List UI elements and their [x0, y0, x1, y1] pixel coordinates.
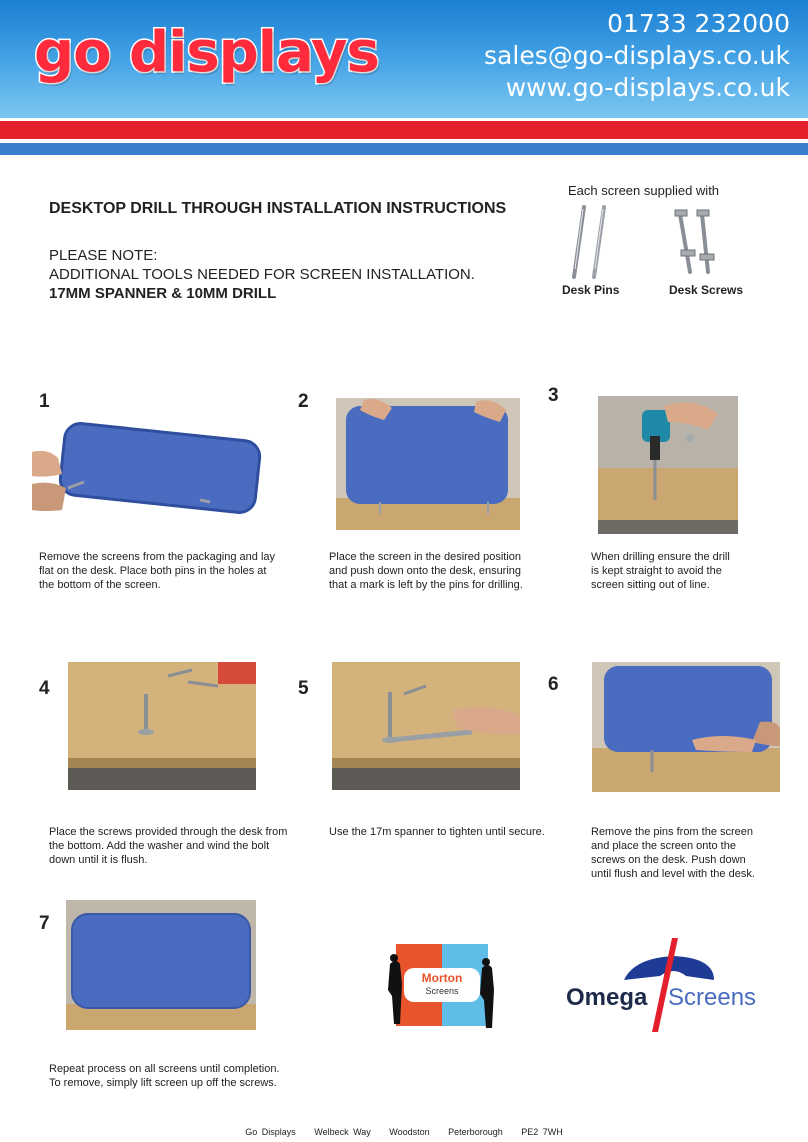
caption-line: and place the screen onto the	[591, 840, 736, 852]
caption-line: the bottom. Add the washer and wind the bolt	[49, 840, 270, 852]
footer-town: Peterborough	[448, 1127, 503, 1137]
footer-area: Woodston	[389, 1127, 430, 1137]
step-3-number: 3	[548, 385, 559, 406]
omega-text: Omega	[566, 984, 648, 1011]
desk-pins-label: Desk Pins	[562, 283, 620, 297]
step-2-caption	[329, 550, 523, 592]
tools-note	[49, 246, 475, 303]
step-4-photo	[68, 662, 256, 790]
caption-line: Remove the pins from the screen	[591, 826, 754, 838]
step-4-caption	[49, 825, 287, 867]
caption-line: To remove, simply lift screen up off the screws.	[49, 1077, 277, 1089]
step-3-caption	[591, 550, 730, 592]
step-3-photo	[598, 396, 738, 534]
step-1-number: 1	[39, 391, 50, 412]
caption-line: and push down onto the desk, ensuring	[329, 565, 522, 577]
caption-line: Repeat process on all screens until completion.	[49, 1063, 280, 1075]
header-stripe-blue	[0, 143, 808, 155]
desk-screws-image	[668, 206, 728, 278]
caption-line: down until it is flush.	[49, 854, 148, 866]
page-title: DESKTOP DRILL THROUGH INSTALLATION INSTRUCTIONS	[49, 200, 507, 217]
desk-screws-label: Desk Screws	[669, 283, 744, 297]
step-6-number: 6	[548, 674, 559, 695]
caption-line: screen sitting out of line.	[591, 579, 710, 591]
step-6-caption	[591, 825, 755, 881]
step-7-number: 7	[39, 913, 50, 934]
morton-text: Morton	[421, 971, 463, 985]
step-4-number: 4	[39, 678, 50, 699]
note-heading: PLEASE NOTE:	[49, 247, 158, 264]
caption-line: that a mark is left by the pins for drilling.	[329, 579, 523, 591]
footer-address	[0, 1127, 808, 1137]
caption-line: is kept straight to avoid the	[591, 565, 722, 577]
website-url[interactable]: www.go-displays.co.uk	[505, 73, 790, 102]
step-1-caption	[39, 550, 275, 592]
step-7-caption	[49, 1062, 280, 1090]
note-text: ADDITIONAL TOOLS NEEDED FOR SCREEN INSTALLATION.	[49, 266, 475, 283]
footer-company: Go Displays	[245, 1127, 296, 1137]
caption-line: Remove the screens from the packaging and lay	[39, 551, 276, 563]
caption-line: Place the screen in the desired position	[329, 551, 522, 563]
omega-screens-text: Screens	[668, 984, 757, 1011]
caption-line: the bottom of the screen.	[39, 579, 161, 591]
footer-street: Welbeck Way	[314, 1127, 371, 1137]
desk-pins-image	[566, 203, 616, 283]
caption-line: until flush and level with the desk.	[591, 868, 755, 880]
step-2-number: 2	[298, 391, 309, 412]
omega-screens-logo	[564, 936, 760, 1036]
step-2-photo	[336, 398, 520, 530]
header-stripe-red	[0, 121, 808, 139]
step-1-photo	[32, 418, 276, 518]
header-banner	[0, 0, 808, 118]
supplied-title: Each screen supplied with	[568, 183, 720, 198]
go-displays-logo: go displays	[34, 20, 379, 85]
step-6-photo	[592, 662, 780, 792]
phone-number: 01733 232000	[607, 9, 790, 38]
step-5-number: 5	[298, 678, 309, 699]
footer-postcode: PE2 7WH	[521, 1127, 563, 1137]
caption-line: Place the screws provided through the desk from	[49, 826, 288, 838]
step-7-photo	[66, 900, 256, 1030]
contact-block	[484, 8, 790, 104]
note-tools: 17MM SPANNER & 10MM DRILL	[49, 285, 277, 302]
caption-line: When drilling ensure the drill	[591, 551, 730, 563]
step-5-caption	[329, 825, 545, 839]
caption-line: screws on the desk. Push down	[591, 854, 746, 866]
caption-line: flat on the desk. Place both pins in the holes at	[39, 565, 267, 577]
morton-screens-text: Screens	[425, 986, 459, 996]
caption-line: Use the 17m spanner to tighten until secure.	[329, 826, 545, 838]
email-address[interactable]: sales@go-displays.co.uk	[484, 41, 790, 70]
morton-screens-logo	[382, 942, 502, 1032]
step-5-photo	[332, 662, 520, 790]
